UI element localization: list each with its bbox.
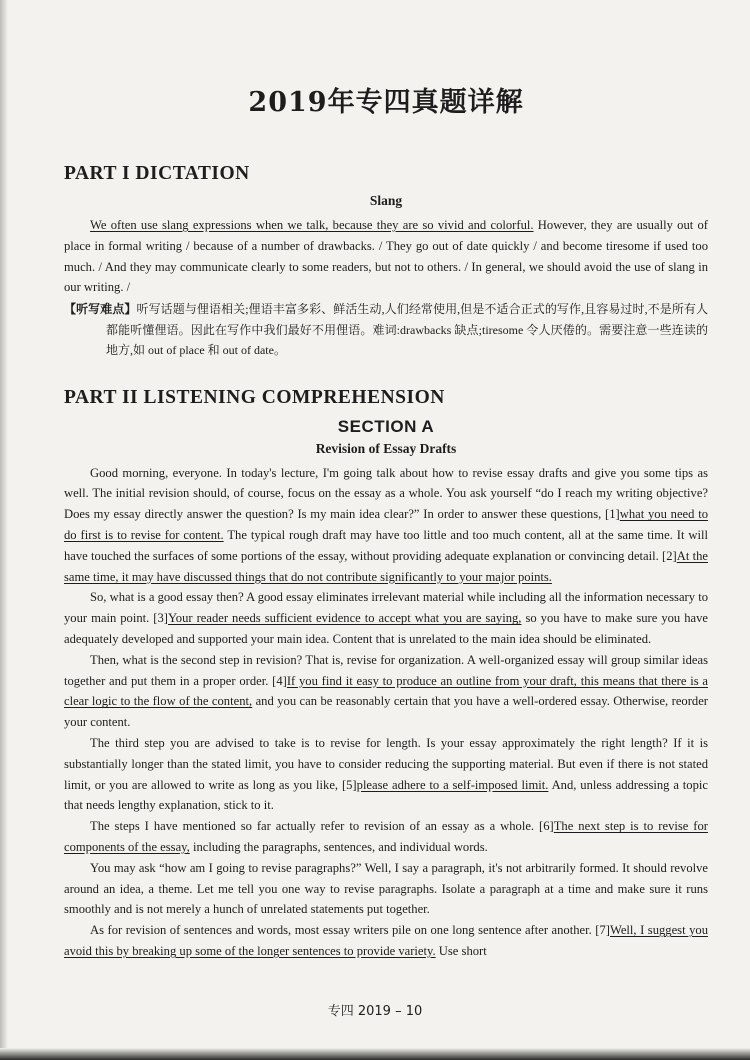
lecture-title: Revision of Essay Drafts xyxy=(315,440,457,456)
paragraph-text: So, what is a good essay then? A good essay eliminates irrelevant material while including all the information necessary to your main point. [3] xyxy=(64,590,708,626)
dictation-underlined-sentence: We often use slang expressions when we talk, because they are so vivid and colorful. xyxy=(90,218,534,232)
paragraph-text: And, unless addressing a topic that needs lengthy explanation, stick to it. xyxy=(64,777,708,813)
dictation-title: Slang xyxy=(369,193,403,208)
lecture-paragraph-2 xyxy=(64,587,708,649)
paragraph-text: The steps I have mentioned so far actually refer to revision of an essay as a whole. [6] xyxy=(90,819,554,834)
paragraph-text: including the paragraphs, sentences, and individual words. xyxy=(189,840,488,855)
answer-3-underline: Your reader needs sufficient evidence to accept what you are saying, xyxy=(167,611,522,626)
dictation-text: However, they are usually out of place in formal writing / because of a number of drawbacks. / They go out of date quickly / and become tiresome if used too much. / And they may communicate clearly to some readers, but not to others. / In general, we should avoid the use of slang in our writing. / xyxy=(64,218,709,295)
paragraph-text: so you have to make sure you have adequately developed and supported your main idea. Content that is unrelated to the main idea should be eliminated. xyxy=(64,611,708,647)
paragraph-text: Use short xyxy=(435,944,487,959)
paragraph-text: The third step you are advised to take is to revise for length. Is your essay approximately the right length? If it is substantially longer than the stated limit, you have to consider reducing the supporting material. But even if there is not stated limit, or you are allowed to write as long as you like, [5] xyxy=(64,736,708,792)
answer-5-underline: please adhere to a self-imposed limit. xyxy=(356,777,549,792)
answer-2-underline: At the same time, it may have discussed things that do not contribute significantly to your major points. xyxy=(64,548,708,584)
lecture-paragraph-3 xyxy=(64,650,708,733)
paragraph-text: As for revision of sentences and words, most essay writers pile on one long sentence after another. [7] xyxy=(90,923,610,938)
part-2-heading: PART II LISTENING COMPREHENSION xyxy=(64,386,445,408)
paragraph-text: and you can be reasonably certain that you have a well-ordered essay. Otherwise, reorder your content. xyxy=(64,694,708,730)
dictation-passage xyxy=(64,215,708,298)
lecture-paragraph-7 xyxy=(64,920,708,962)
answer-7-underline: Well, I suggest you avoid this by breaking up some of the longer sentences to provide variety. xyxy=(64,923,708,959)
dictation-note xyxy=(64,299,708,361)
answer-1-underline: what you need to do first is to revise for content. xyxy=(64,507,708,543)
lecture-paragraph-5 xyxy=(64,816,708,858)
page-footer: 专四 2019 – 10 xyxy=(327,1004,423,1019)
answer-6-underline: The next step is to revise for components of the essay, xyxy=(64,819,708,855)
page-title: 2019年专四真题详解 xyxy=(248,87,524,118)
paragraph-text: Good morning, everyone. In today's lecture, I'm going talk about how to revise essay drafts and give you some tips as well. The initial revision should, of course, focus on the essay as a whole. You ask yourself “do I reach my writing objective? Does my essay directly answer the question? Is my main idea clear?” In order to answer these questions, [1] xyxy=(64,465,708,522)
lecture-paragraph-4 xyxy=(64,733,708,816)
part-1-heading: PART I DICTATION xyxy=(64,163,250,184)
scan-bottom-edge xyxy=(0,1048,750,1060)
paragraph-text: The typical rough draft may have too little and too much content, all at the same time. It will have touched the surfaces of some portions of the essay, without providing adequate explanation or convincing detail. [2] xyxy=(64,528,708,563)
note-label: 【听写难点】 xyxy=(64,302,137,317)
section-a-heading: SECTION A xyxy=(337,416,435,436)
paragraph-text: Then, what is the second step in revision? That is, revise for organization. A well-organized essay will group similar ideas together and put them in a proper order. [4] xyxy=(64,652,708,688)
lecture-paragraph-1 xyxy=(64,463,708,588)
note-text: 听写话题与俚语相关;俚语丰富多彩、鲜活生动,人们经常使用,但是不适合正式的写作,且容易过时,不是所有人都能听懂俚语。因此在写作中我们最好不用俚语。难词:drawbacks 缺点;tiresome 令人厌倦的。需要注意一些连读的地方,如 out of place 和 out of date。 xyxy=(106,302,708,358)
lecture-paragraph-6: You may ask “how am I going to revise paragraphs?” Well, I say a paragraph, it's not arbitrarily formed. It should revolve around an idea, a theme. Let me tell you one way to revise paragraphs. Isolate a paragraph at a time and make sure it runs smoothly and is not merely a hunch of unrelated statements put together. xyxy=(64,860,708,917)
answer-4-underline: If you find it easy to produce an outline from your draft, this means that there is a clear logic to the flow of the content, xyxy=(64,673,708,709)
